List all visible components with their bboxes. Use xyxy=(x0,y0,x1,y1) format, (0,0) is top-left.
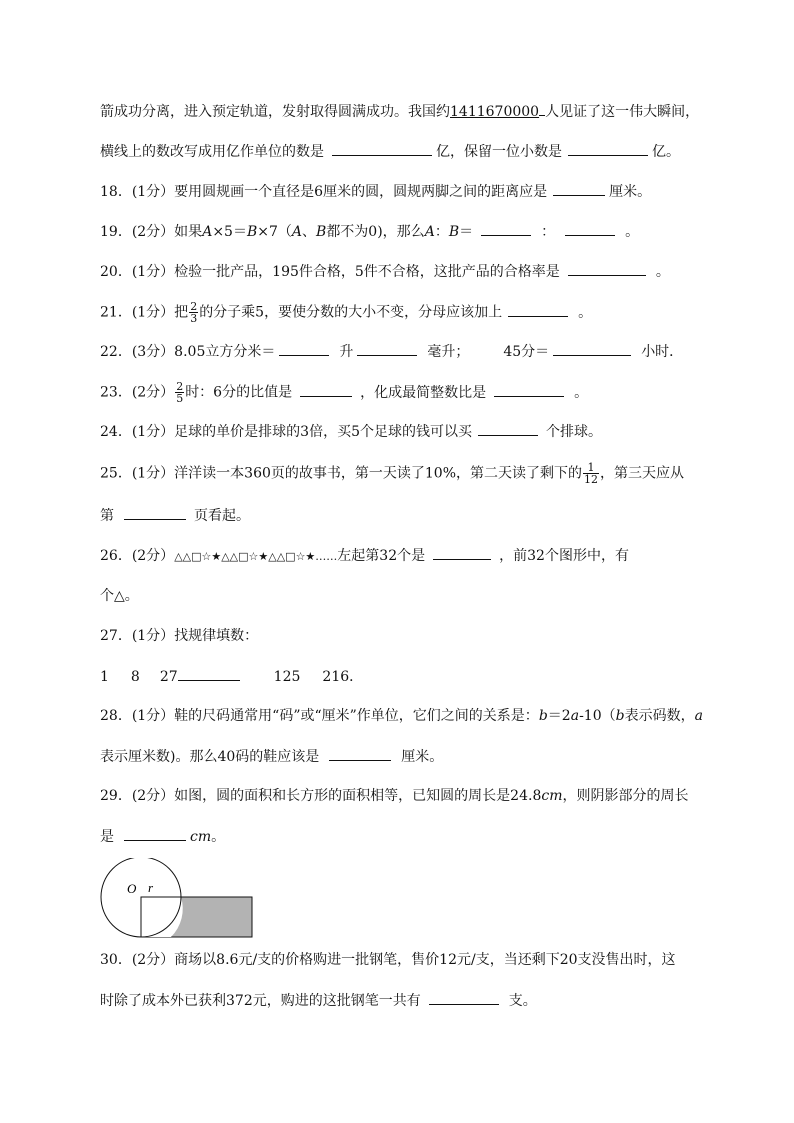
answer-blank[interactable] xyxy=(478,421,538,436)
q17-line-1 xyxy=(100,101,699,121)
answer-blank[interactable] xyxy=(329,746,391,761)
question-text: ，前32个图形中，有 xyxy=(499,548,629,564)
sequence-value: 1 xyxy=(100,669,109,685)
question-text: 毫升； xyxy=(427,344,470,360)
question-text: ，化成最简整数比是 xyxy=(360,384,487,401)
answer-blank[interactable] xyxy=(332,141,432,156)
fraction-numerator: 2 xyxy=(190,300,198,313)
question-text: 升 xyxy=(339,344,354,360)
question-text: 个△。 xyxy=(100,588,139,604)
circle-rectangle-figure xyxy=(100,858,260,946)
answer-blank[interactable] xyxy=(508,302,568,317)
answer-blank[interactable] xyxy=(178,666,240,681)
q29 xyxy=(100,786,688,806)
question-text: 都不为0)，那么 xyxy=(326,224,425,240)
q17-text: 亿，保留一位小数是 xyxy=(436,144,562,160)
sequence-value: 27 xyxy=(159,669,178,685)
question-text: 左起第32个是 xyxy=(337,548,426,564)
figure-svg xyxy=(100,858,260,942)
question-text: 。 xyxy=(655,264,670,280)
unit-cm: cm xyxy=(190,829,212,845)
question-text: 页看起。 xyxy=(194,508,250,524)
question-text: ： xyxy=(434,224,449,240)
fraction-numerator: 2 xyxy=(176,380,184,393)
answer-blank[interactable] xyxy=(553,181,605,196)
question-text: 。 xyxy=(211,829,226,845)
q28-line-2 xyxy=(100,746,443,766)
var-a: A xyxy=(424,224,435,240)
question-text: 26．(2分） xyxy=(100,548,175,564)
sequence-value: 216． xyxy=(322,669,364,685)
q26 xyxy=(100,545,629,565)
question-text: 27．(1分）找规律填数： xyxy=(100,628,259,644)
q27 xyxy=(100,626,258,646)
question-text: 支。 xyxy=(508,993,537,1009)
question-text: 21．(1分）把 xyxy=(100,304,189,321)
answer-blank[interactable] xyxy=(565,221,615,236)
fraction-denominator: 5 xyxy=(176,392,184,405)
q25 xyxy=(100,461,685,486)
answer-blank[interactable] xyxy=(494,382,564,397)
fraction-denominator: 3 xyxy=(190,312,198,325)
fraction xyxy=(189,301,198,324)
question-text: 的分子乘5，要使分数的大小不变，分母应该加上 xyxy=(199,304,503,321)
q21 xyxy=(100,300,593,325)
q17-text: 箭成功分离，进入预定轨道，发射取得圆满成功。我国约 xyxy=(100,104,450,120)
question-text: 19．(2分）如果 xyxy=(100,224,203,240)
question-text: 23．(2分） xyxy=(100,384,175,401)
answer-blank[interactable] xyxy=(279,341,329,356)
answer-blank[interactable] xyxy=(300,382,352,397)
question-text: 、 xyxy=(302,224,317,240)
question-text: 个排球。 xyxy=(546,424,602,440)
question-text: 24．(1分）足球的单价是排球的3倍，买5个足球的钱可以买 xyxy=(100,424,472,440)
answer-blank[interactable] xyxy=(429,990,499,1005)
var-a: A xyxy=(202,224,213,240)
question-text: 小时． xyxy=(641,344,684,360)
q17-text: 亿。 xyxy=(652,144,680,160)
q22 xyxy=(100,341,683,361)
question-text: ×5＝ xyxy=(212,224,247,240)
question-text: 表示厘米数)。那么40码的鞋应该是 xyxy=(100,749,320,765)
question-text: 时：6分的比值是 xyxy=(185,384,293,401)
question-text: 29．(2分）如图，圆的面积和长方形的面积相等，已知圆的周长是24.8 xyxy=(100,788,542,804)
question-text: 表示码数， xyxy=(624,708,695,724)
question-text: 。 xyxy=(574,384,589,401)
var-a: A xyxy=(291,224,303,240)
var-a: a xyxy=(694,708,703,724)
q24 xyxy=(100,421,602,441)
q20 xyxy=(100,261,670,281)
question-text: ，第三天应从 xyxy=(600,465,685,482)
question-text: 30．(2分）商场以8.6元/支的价格购进一批钢笔，售价12元/支，当还剩下20支没售出时，这 xyxy=(100,952,676,968)
question-text: -10（ xyxy=(579,708,616,724)
answer-blank[interactable] xyxy=(481,221,531,236)
question-text: 22．(3分）8.05立方分米＝ xyxy=(100,344,276,360)
answer-blank[interactable] xyxy=(357,341,417,356)
q30 xyxy=(100,950,676,970)
sequence-value: 8 xyxy=(130,669,140,685)
question-text: 。 xyxy=(625,224,640,240)
question-text: ×7（ xyxy=(257,224,292,240)
var-b: B xyxy=(448,224,460,240)
fraction xyxy=(583,462,599,485)
question-text: ＝2 xyxy=(547,708,571,724)
answer-blank[interactable] xyxy=(553,341,631,356)
q30-line-2 xyxy=(100,990,537,1010)
question-text: 厘米。 xyxy=(609,184,652,200)
q18 xyxy=(100,181,651,201)
shape-sequence: △△□☆★△△□☆★△△□☆★…… xyxy=(174,550,338,563)
question-text: 。 xyxy=(578,304,593,321)
q26-line-2 xyxy=(100,586,139,606)
q25-line-2 xyxy=(100,505,250,525)
label-o: O xyxy=(127,881,137,896)
q28 xyxy=(100,706,703,726)
question-text: 厘米。 xyxy=(401,749,444,765)
q17-text-tail: 人见证了这一伟大瞬间， xyxy=(545,104,700,120)
question-text: ＝ xyxy=(459,224,474,240)
question-text: ： xyxy=(541,224,556,240)
q17-text: 横线上的数改写成用亿作单位的数是 xyxy=(100,144,324,160)
q23 xyxy=(100,380,589,405)
q17-line-2 xyxy=(100,141,680,161)
answer-blank[interactable] xyxy=(568,141,648,156)
unit-cm: cm xyxy=(541,788,563,804)
question-text: 25．(1分）洋洋读一本360页的故事书，第一天读了10%，第二天读了剩下的 xyxy=(100,465,583,482)
underlined-number: 1411670000 xyxy=(450,104,540,120)
var-b: B xyxy=(246,224,258,240)
question-text: 18．(1分）要用圆规画一个直径是6厘米的圆，圆规两脚之间的距离应是 xyxy=(100,184,548,200)
question-text: 45分＝ xyxy=(503,344,550,360)
q29-line-2 xyxy=(100,826,225,846)
q19 xyxy=(100,221,639,241)
var-a: a xyxy=(570,708,580,724)
answer-blank[interactable] xyxy=(433,545,491,560)
sequence-value: 125 xyxy=(273,669,301,685)
question-text: 28．(1分）鞋的尺码通常用“码”或“厘米”作单位，它们之间的关系是： xyxy=(100,708,539,724)
question-text: 是 xyxy=(100,829,114,845)
label-r: r xyxy=(148,880,154,895)
answer-blank[interactable] xyxy=(124,505,186,520)
fraction xyxy=(175,381,184,404)
fraction-numerator: 1 xyxy=(583,462,599,474)
q27-sequence xyxy=(100,666,363,686)
answer-blank[interactable] xyxy=(568,261,646,276)
fraction-denominator: 12 xyxy=(584,473,599,486)
question-text: 20．(1分）检验一批产品，195件合格，5件不合格，这批产品的合格率是 xyxy=(100,264,560,280)
question-text: 第 xyxy=(100,508,114,524)
answer-blank[interactable] xyxy=(124,826,186,841)
var-b: b xyxy=(538,708,548,724)
var-b: B xyxy=(316,224,327,240)
var-b: b xyxy=(615,708,625,724)
question-text: ，则阴影部分的周长 xyxy=(562,788,689,804)
question-text: 时除了成本外已获利372元，购进的这批钢笔一共有 xyxy=(100,993,421,1009)
